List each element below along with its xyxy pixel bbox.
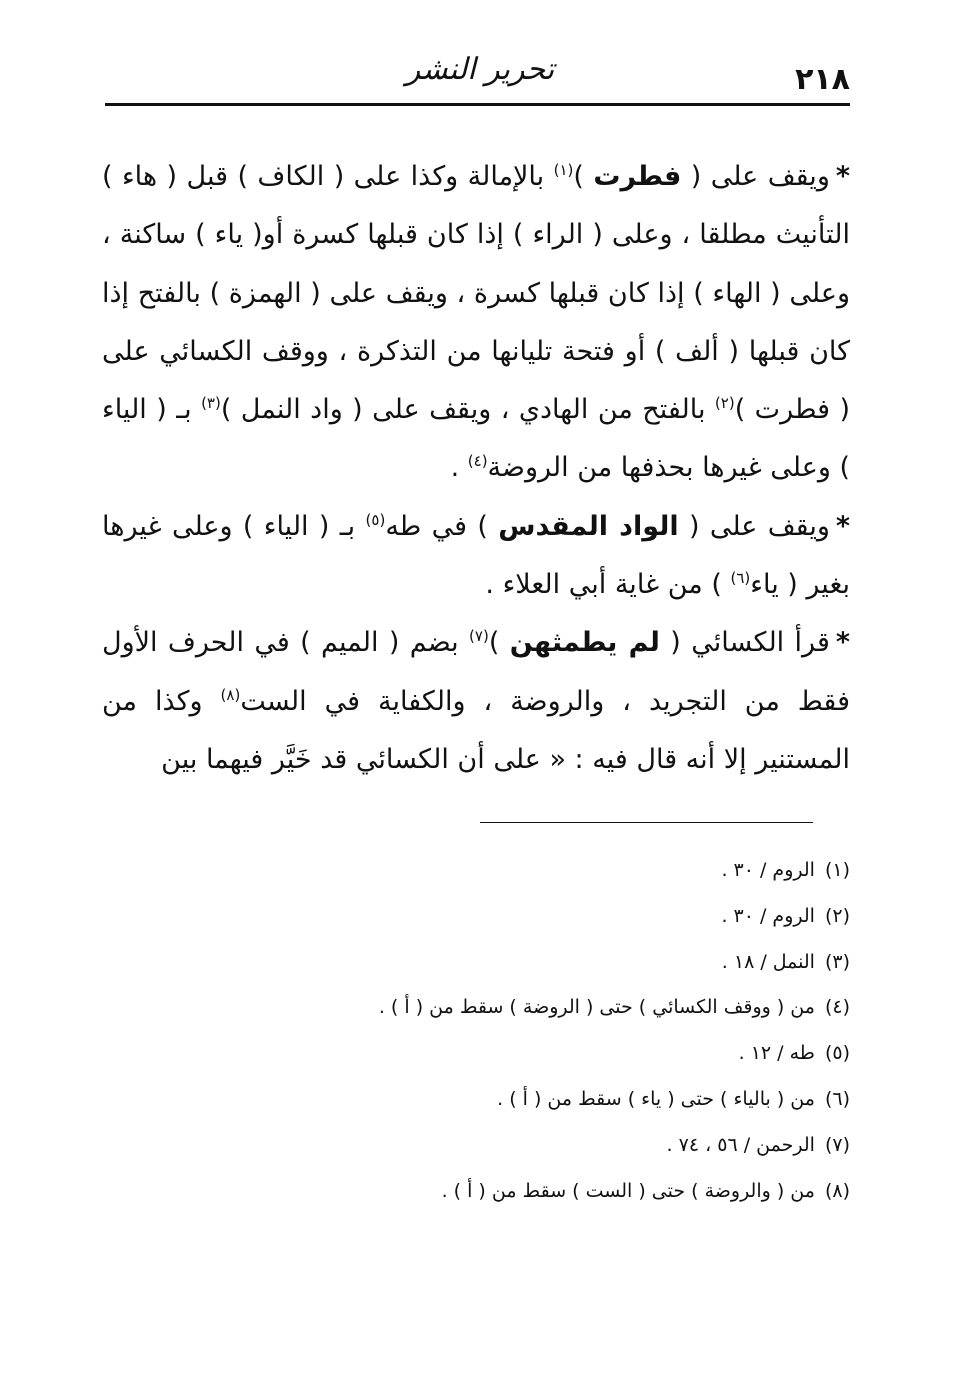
footnote-number: (١) bbox=[824, 859, 850, 881]
footnote-ref[interactable]: (٨) bbox=[220, 685, 241, 704]
footnote-ref[interactable]: (٤) bbox=[467, 452, 488, 471]
footnote bbox=[102, 894, 850, 940]
footnote-text: طه / ١٢ . bbox=[738, 1042, 815, 1065]
footnote-ref[interactable]: (٣) bbox=[201, 394, 221, 413]
footnote-ref[interactable]: (٦) bbox=[730, 569, 751, 588]
text-run: بالإمالة وكذا على ( الكاف ) قبل ( هاء ) التأنيث مطلقا ، وعلى ( الراء ) إذا كان قبلها كسرة أو( ياء ) ساكنة ، وعلى ( الهاء ) إذا كان قبلها كسرة ، ويقف على ( الهمزة ) بالفتح إذا كان قبلها ( ألف ) أو فتحة تليانها من التذكرة ، ووقف الكسائي على ( فطرت ) bbox=[102, 161, 850, 426]
footnote-text: الروم / ٣٠ . bbox=[721, 904, 815, 927]
footnote bbox=[102, 940, 850, 986]
footnote-ref[interactable]: (٥) bbox=[365, 510, 386, 529]
footnote-number: (٣) bbox=[824, 950, 850, 973]
page-number: ٢١٨ bbox=[795, 62, 850, 97]
quranic-word: لم يطمثهن bbox=[509, 627, 660, 659]
quranic-word: فطرت bbox=[593, 161, 682, 192]
footnote-text: من ( ووقف الكسائي ) حتى ( الروضة ) سقط من ( أ ) . bbox=[378, 996, 815, 1019]
text-run: بضم ( الميم ) في الحرف الأول فقط من التجريد ، والروضة ، والكفاية في الست bbox=[102, 627, 850, 717]
page-header bbox=[105, 52, 850, 104]
footnote-number: (٧) bbox=[824, 1133, 850, 1156]
text-run: وكذا من المستنير إلا أنه قال فيه : « على أن الكسائي قد خَيَّر فيهما بين bbox=[102, 685, 850, 775]
footnote bbox=[102, 1169, 850, 1215]
footnote-number: (٨) bbox=[824, 1179, 850, 1202]
main-text bbox=[102, 148, 850, 789]
footnote-number: (٥) bbox=[824, 1042, 850, 1065]
footnote-text: الروم / ٣٠ . bbox=[721, 859, 815, 881]
footnotes bbox=[102, 848, 850, 1214]
paragraph-star: * bbox=[835, 510, 850, 542]
paragraph-star: * bbox=[835, 161, 850, 192]
text-run: ) bbox=[488, 627, 500, 659]
footnote-ref[interactable]: (٧) bbox=[469, 627, 489, 646]
footnote-text: النمل / ١٨ . bbox=[721, 950, 815, 973]
footnote-number: (٤) bbox=[824, 996, 850, 1019]
paragraph-3 bbox=[102, 614, 850, 789]
footnote bbox=[102, 848, 850, 894]
header-rule bbox=[105, 103, 850, 106]
text-run: بـ ( الياء ) وعلى غيرها بغير ( ياء bbox=[102, 510, 850, 601]
text-run: ) في طه bbox=[385, 510, 488, 542]
footnote-ref[interactable]: (٢) bbox=[714, 394, 735, 413]
text-run: . bbox=[450, 452, 460, 484]
footnote bbox=[102, 1031, 850, 1077]
footnote bbox=[102, 1123, 850, 1169]
running-title: تحرير النشر bbox=[405, 52, 555, 87]
text-run: بـ ( الياء ) وعلى غيرها بحذفها من الروضة bbox=[102, 394, 850, 484]
footnote bbox=[102, 985, 850, 1031]
quranic-word: الواد المقدس bbox=[498, 510, 679, 542]
text-run: ويقف على ( bbox=[690, 161, 830, 192]
footnote-number: (٢) bbox=[824, 904, 850, 927]
footnote-ref[interactable]: (١) bbox=[553, 161, 574, 179]
text-run: ) من غاية أبي العلاء . bbox=[485, 569, 722, 601]
text-run: ) bbox=[573, 161, 584, 192]
footnote-number: (٦) bbox=[824, 1087, 850, 1110]
footnote-text: الرحمن / ٥٦ ، ٧٤ . bbox=[666, 1133, 815, 1156]
footnote bbox=[102, 1077, 850, 1123]
paragraph-star: * bbox=[835, 627, 850, 659]
text-run: ويقف على ( bbox=[688, 510, 830, 542]
footnote-separator bbox=[480, 822, 813, 823]
footnote-text: من ( والروضة ) حتى ( الست ) سقط من ( أ ) . bbox=[441, 1179, 815, 1202]
text-run: قرأ الكسائي ( bbox=[670, 627, 830, 659]
paragraph-1 bbox=[102, 148, 850, 498]
text-run: بالفتح من الهادي ، ويقف على ( واد النمل ) bbox=[220, 394, 706, 426]
footnote-text: من ( بالياء ) حتى ( ياء ) سقط من ( أ ) . bbox=[497, 1087, 815, 1110]
paragraph-2 bbox=[102, 498, 850, 615]
